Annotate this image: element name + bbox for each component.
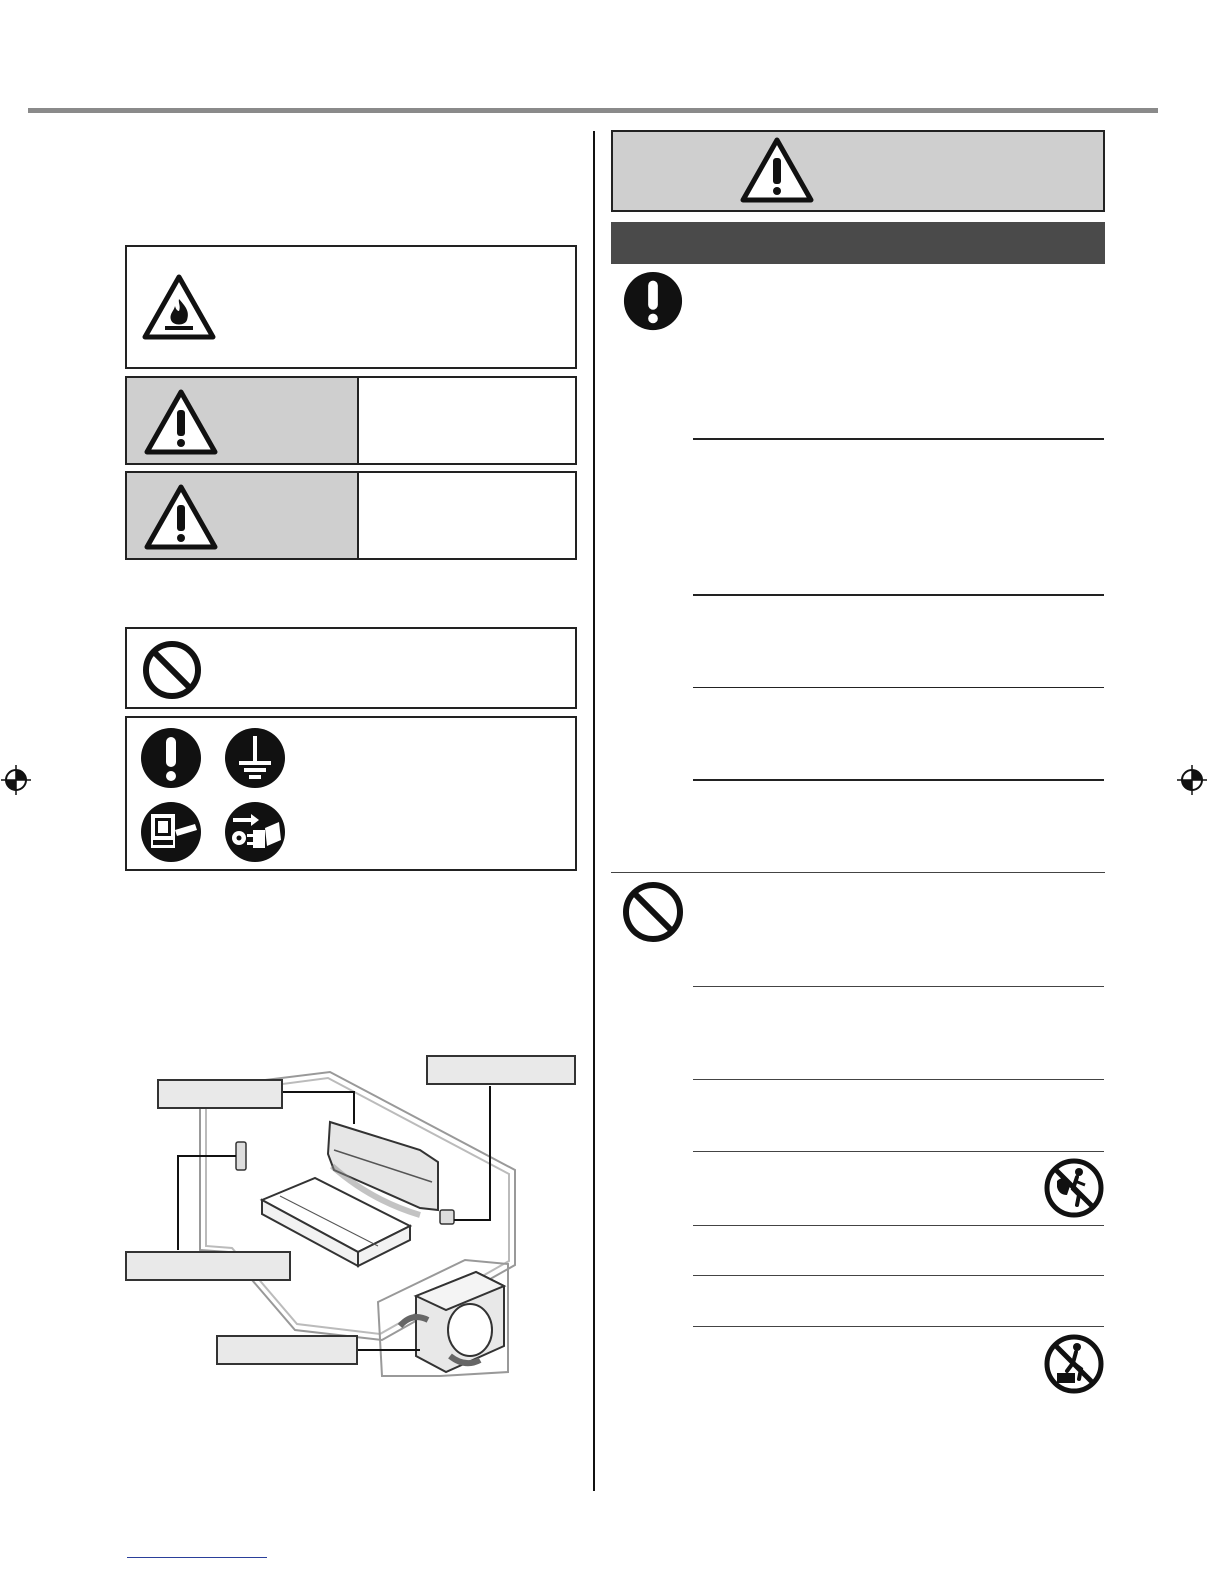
item-separator [693,687,1104,688]
mandatory-exclamation-icon [139,726,203,790]
power-switch-off-icon [139,800,203,864]
item-separator [693,779,1104,781]
flammable-warning-icon [141,273,217,343]
warning-label-cell [125,376,359,465]
prohibited-symbol-box [125,627,577,709]
prohibited-icon [141,639,203,701]
item-separator [693,438,1104,440]
unplug-power-icon [223,800,287,864]
column-divider [593,131,595,1491]
warning-triangle-icon [143,388,219,456]
flammable-notice-box [125,245,577,369]
caution-label-cell [125,471,359,560]
warning-description-cell [357,376,577,465]
item-separator [693,1326,1104,1327]
no-stepping-icon [1043,1333,1105,1395]
remote-controller-label [125,1251,291,1281]
warning-header-panel [611,130,1105,212]
group-separator [611,872,1105,873]
item-separator [693,986,1104,987]
earth-ground-icon [223,726,287,790]
footer-underline [127,1557,267,1558]
item-separator [693,1151,1104,1152]
prohibited-icon [621,880,685,944]
item-separator [693,1275,1104,1276]
warning-triangle-icon [739,136,815,206]
item-separator [693,594,1104,596]
item-separator [693,1079,1104,1080]
no-climbing-icon [1043,1157,1105,1219]
caution-description-cell [357,471,577,560]
mandatory-exclamation-icon [622,270,684,332]
header-rule [28,108,1158,113]
caution-triangle-icon [143,483,219,551]
registration-mark-icon [1,765,31,795]
mandatory-symbol-box [125,716,577,871]
outdoor-unit-label [216,1335,358,1365]
item-separator [693,1225,1104,1226]
indoor-unit-label [157,1079,283,1109]
registration-mark-icon [1177,765,1207,795]
wired-controller-label [426,1055,576,1085]
section-header-bar [611,222,1105,264]
